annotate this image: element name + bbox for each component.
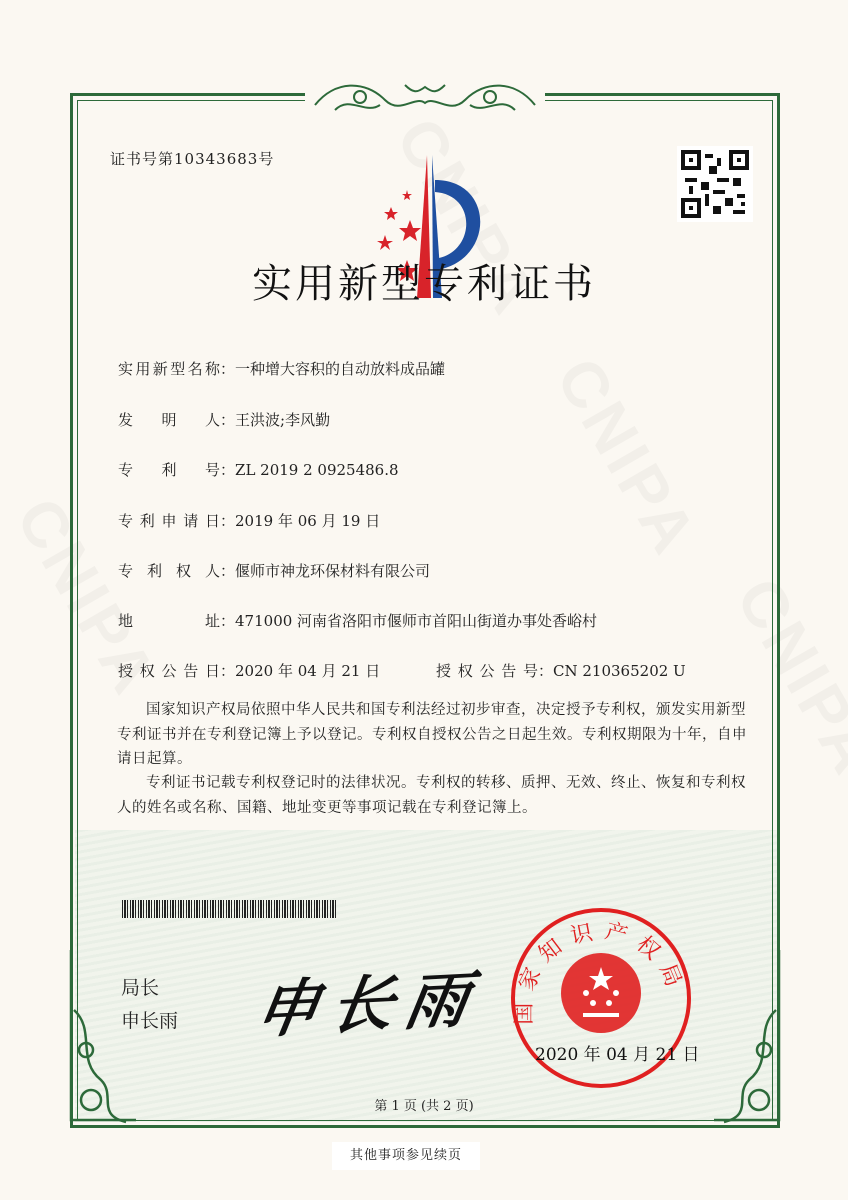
certificate-paragraph: 专利证书记载专利权登记时的法律状况。专利权的转移、质押、无效、终止、恢复和专利权人的姓名或名称、国籍、地址变更等事项记载在专利登记簿上。	[117, 775, 746, 816]
qr-code	[677, 146, 753, 222]
barcode	[122, 900, 336, 918]
field-grant-date: 授权公告日：2020 年 04 月 21 日	[118, 662, 381, 680]
field-inventor: 发明人：王洪波;李风勤	[118, 411, 331, 429]
field-address: 地址：471000 河南省洛阳市偃师市首阳山街道办事处香峪村	[118, 612, 598, 630]
certificate-paragraph: 国家知识产权局依照中华人民共和国专利法经过初步审查，决定授予专利权，颁发实用新型专利证书并在专利登记簿上予以登记。专利权自授权公告之日起生效。专利权期限为十年，自申请日起算。	[117, 702, 747, 767]
field-utility-model-name: 实用新型名称：一种增大容积的自动放料成品罐	[118, 360, 446, 378]
director-signature: 申长雨	[250, 962, 487, 1047]
page-number: 第 1 页 (共 2 页)	[374, 1099, 474, 1114]
field-patent-number: 专利号：ZL 2019 2 0925486.8	[118, 461, 399, 479]
field-application-date: 专利申请日：2019 年 06 月 19 日	[118, 512, 381, 530]
director-title: 局长	[121, 977, 160, 999]
field-patentee: 专利权人：偃师市神龙环保材料有限公司	[118, 562, 431, 580]
director-name: 申长雨	[121, 1010, 179, 1032]
certificate-number: 证书号第10343683号	[110, 150, 275, 168]
seal-text: 国家知识产权局	[511, 918, 690, 1025]
field-grant-number: 授权公告号：CN 210365202 U	[436, 662, 686, 680]
ornament-icon	[305, 75, 545, 120]
seal-date: 2020 年 04 月 21 日	[535, 1045, 700, 1065]
continuation-note: 其他事项参见续页	[332, 1142, 480, 1170]
certificate-title: 实用新型专利证书	[252, 261, 596, 307]
